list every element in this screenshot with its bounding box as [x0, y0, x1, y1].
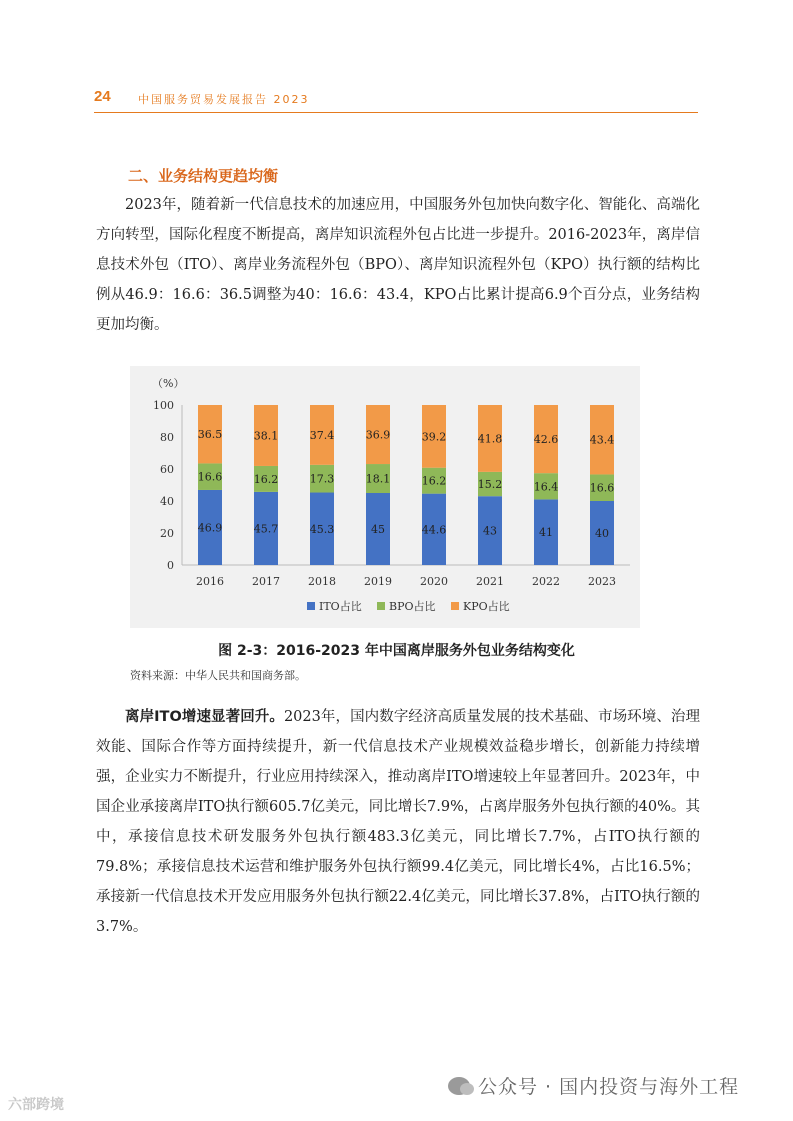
stacked-bar-chart: [130, 366, 640, 628]
y-unit-label: （%）: [152, 377, 185, 390]
data-label: 16.4: [533, 480, 559, 494]
data-label: 39.2: [421, 430, 447, 444]
legend-label: ITO占比: [319, 600, 362, 613]
y-tick-label: 40: [160, 495, 174, 508]
x-tick-label: 2023: [588, 575, 616, 588]
data-label: 18.1: [365, 472, 391, 486]
page-header: [94, 86, 698, 113]
data-label: 44.6: [421, 523, 447, 537]
data-label: 45: [371, 523, 385, 536]
data-label: 37.4: [309, 428, 335, 442]
watermark: [448, 1072, 739, 1099]
y-tick-label: 60: [160, 463, 174, 476]
data-label: 46.9: [197, 521, 223, 535]
x-tick-label: 2018: [308, 575, 336, 588]
paragraph-lead: 离岸ITO增速显著回升。: [125, 709, 284, 725]
y-tick-label: 100: [153, 399, 174, 412]
y-tick-label: 0: [167, 559, 174, 572]
data-label: 17.3: [309, 472, 335, 486]
paragraph-ito: [96, 702, 700, 942]
watermark-text: 公众号 · 国内投资与海外工程: [478, 1076, 740, 1098]
data-label: 42.6: [533, 433, 559, 447]
paragraph-structure: 2023年，随着新一代信息技术的加速应用，中国服务外包加快向数字化、智能化、高端化方向转型，国际化程度不断提高，离岸知识流程外包占比进一步提升。2016-2023年，离岸信息技术外包（ITO）、离岸业务流程外包（BPO）、离岸知识流程外包（KPO）执行额的结构比例从46.9：16.6：36.5调整为40：16.6：43.4，KPO占比累计提高6.9个百分点，业务结构更加均衡。: [96, 197, 700, 333]
paragraph-body: 2023年，国内数字经济高质量发展的技术基础、市场环境、治理效能、国际合作等方面持续提升，新一代信息技术产业规模效益稳步增长，创新能力持续增强，企业实力不断提升，行业应用持续深入，推动离岸ITO增速较上年显著回升。2023年，中国企业承接离岸ITO执行额605.7亿美元，同比增长7.9%，占离岸服务外包执行额的40%。其中，承接信息技术研发服务外包执行额483.3亿美元，同比增长7.7%，占ITO执行额的79.8%；承接信息技术运营和维护服务外包执行额99.4亿美元，同比增长4%，占比16.5%；承接新一代信息技术开发应用服务外包执行额22.4亿美元，同比增长37.8%，占ITO执行额的3.7%。: [96, 709, 700, 935]
data-label: 16.2: [253, 472, 279, 486]
page-number: 24: [94, 88, 111, 105]
data-label: 45.7: [253, 522, 279, 536]
data-label: 36.9: [365, 428, 391, 442]
y-tick-label: 20: [160, 527, 174, 540]
legend-swatch: [377, 602, 385, 610]
x-tick-label: 2016: [196, 575, 224, 588]
figure-caption: 图 2-3：2016-2023 年中国离岸服务外包业务结构变化: [218, 643, 575, 659]
legend-label: BPO占比: [389, 600, 436, 613]
data-label: 16.2: [421, 474, 447, 488]
chart-svg: [130, 366, 640, 628]
data-label: 15.2: [477, 478, 503, 492]
x-tick-label: 2019: [364, 575, 392, 588]
data-label: 41: [539, 526, 553, 540]
y-tick-label: 80: [160, 431, 174, 444]
data-label: 43: [483, 524, 497, 538]
source-note: 资料来源：中华人民共和国商务部。: [130, 669, 306, 682]
x-tick-label: 2021: [476, 575, 504, 588]
data-label: 41.8: [477, 432, 503, 446]
x-tick-label: 2022: [532, 575, 560, 588]
legend-swatch: [451, 602, 459, 610]
x-tick-label: 2020: [420, 575, 448, 588]
corner-watermark: 六部跨境: [8, 1097, 64, 1113]
report-title: 中国服务贸易发展报告 2023: [138, 93, 310, 106]
section-heading: 二、业务结构更趋均衡: [128, 167, 279, 185]
x-tick-label: 2017: [252, 575, 280, 588]
legend-swatch: [307, 602, 315, 610]
legend-label: KPO占比: [463, 600, 510, 613]
data-label: 36.5: [197, 428, 223, 442]
data-label: 38.1: [253, 429, 279, 443]
wechat-icon: [448, 1077, 470, 1095]
data-label: 16.6: [197, 470, 223, 484]
data-label: 45.3: [309, 522, 335, 536]
data-label: 43.4: [589, 433, 615, 447]
data-label: 40: [595, 527, 609, 540]
data-label: 16.6: [589, 481, 615, 495]
